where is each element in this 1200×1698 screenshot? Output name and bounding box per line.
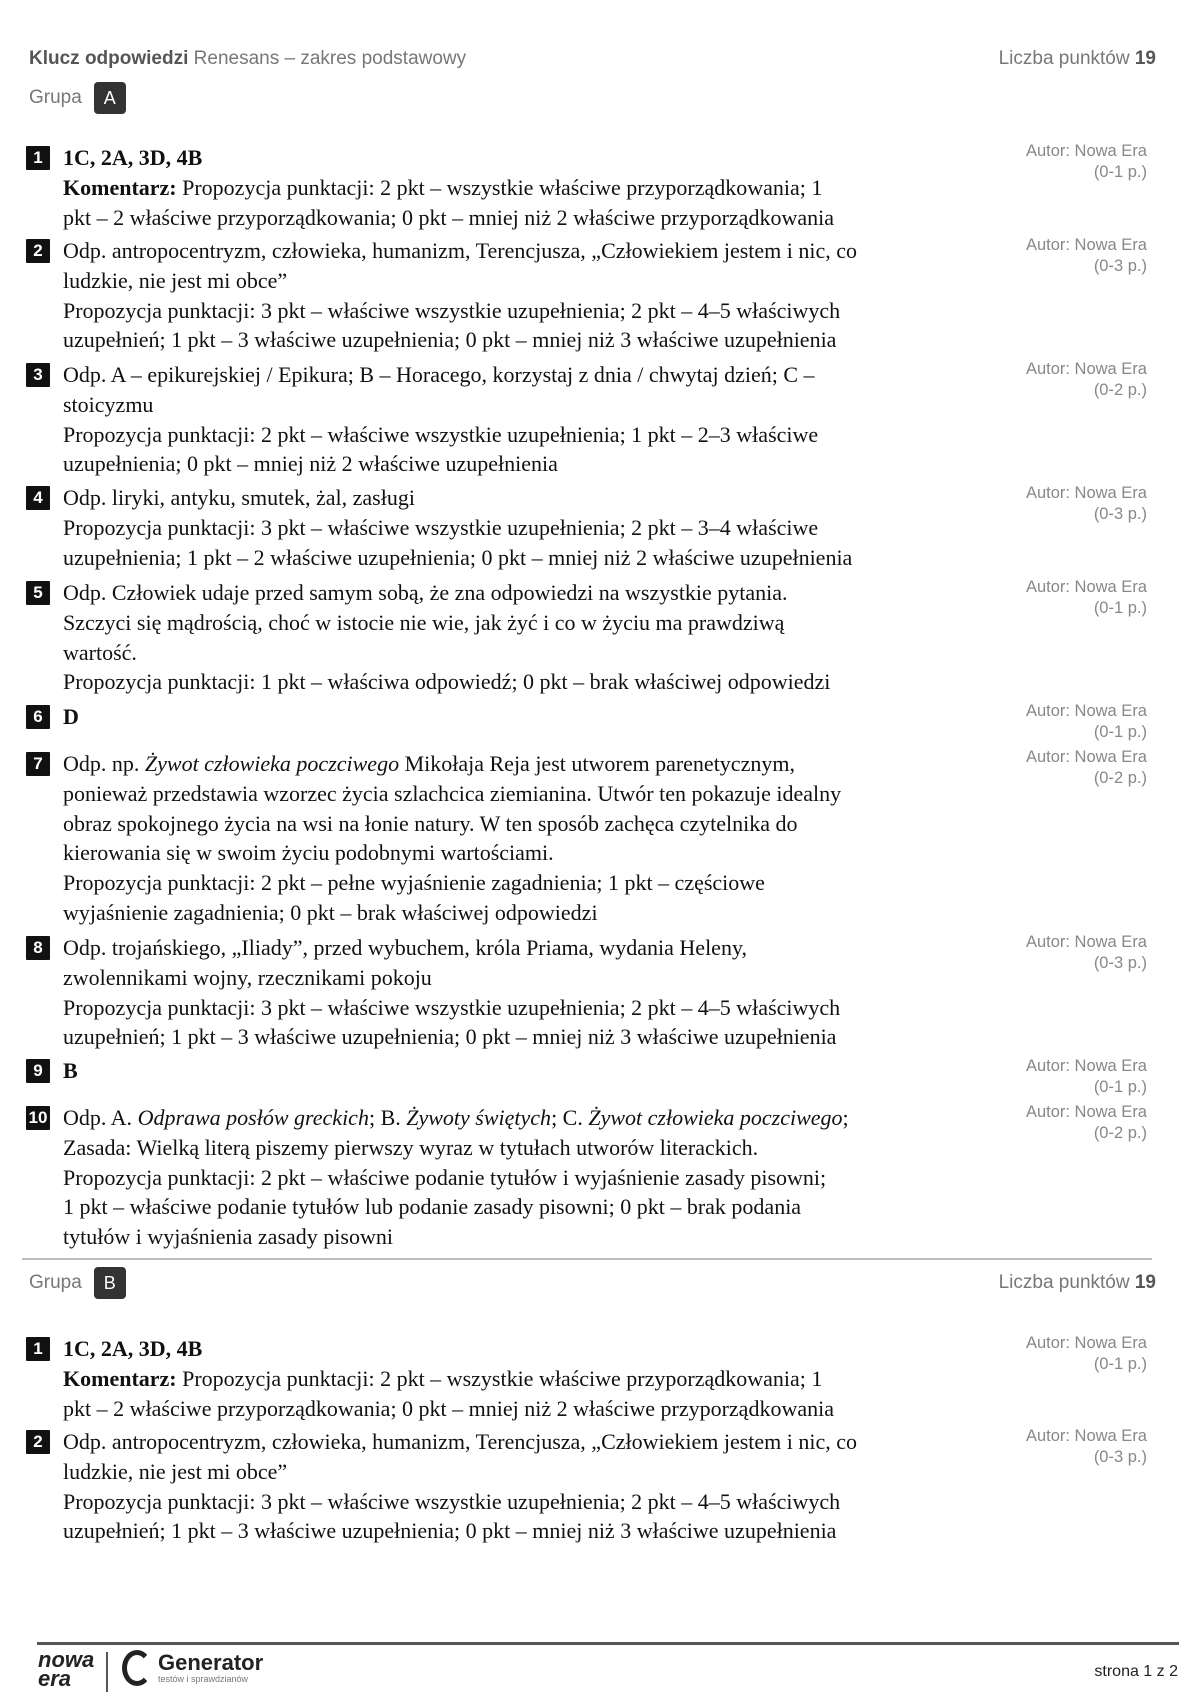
page-header <box>29 48 1156 70</box>
question-number: 5 <box>26 581 50 605</box>
logo-divider <box>106 1652 108 1692</box>
doc-title: Klucz odpowiedzi <box>29 48 189 69</box>
author-a4: Autor: Nowa Era (0-3 p.) <box>1025 484 1147 523</box>
author-b1: Autor: Nowa Era (0-1 p.) <box>1025 1334 1147 1373</box>
work-title: Żywot człowieka poczciwego <box>144 751 400 776</box>
question-a7: 7 Odp. np. Żywot człowieka poczciwego Mikołaja Reja jest utworem parenetycznym, ponieważ przedstawia wzorzec życia szlachcica ziemianina. Utwór ten pokazuje idealny obraz spokojnego życia na wsi na łonie natury. W ten sposób zachęca czytelnika do kierowania się w swoim życiu podobnymi wartościami. Propozycja punktacji: 2 pkt – pełne wyjaśnienie zagadnienia; 1 pkt – częściowe wyjaśnienie zagadnienia; 0 pkt – brak właściwej odpowiedzi <box>26 749 986 928</box>
group-b-label: Grupa B <box>29 1267 126 1299</box>
nowa-era-logo: nowa era <box>38 1647 95 1691</box>
author-a8: Autor: Nowa Era (0-3 p.) <box>1025 933 1147 972</box>
comment-line: Komentarz: Propozycja punktacji: 2 pkt – wszystkie właściwe przyporządkowania; 1 <box>63 1365 823 1391</box>
author-a5: Autor: Nowa Era (0-1 p.) <box>1025 578 1147 617</box>
doc-subtitle: Renesans – zakres podstawowy <box>188 48 467 69</box>
question-a6: 6 D <box>26 702 986 732</box>
group-separator <box>22 1258 1152 1260</box>
author-a3: Autor: Nowa Era (0-2 p.) <box>1025 360 1147 399</box>
comment-line: Komentarz: Propozycja punktacji: 2 pkt – wszystkie właściwe przyporządkowania; 1 <box>63 174 823 200</box>
question-b2: 2 Odp. antropocentryzm, człowieka, humanizm, Terencjusza, „Człowiekiem jestem i nic, co ludzkie, nie jest mi obce” Propozycja punktacji: 3 pkt – właściwe wszystkie uzupełnienia; 2 pkt – 4–5 właściwych uzupełnień; 1 pkt – 3 właściwe uzupełnienia; 0 pkt – mniej niż 3 właściwe uzupełnienia <box>26 1427 986 1546</box>
generator-logo: Generator testów i sprawdzianów <box>122 1650 263 1686</box>
generator-g-icon <box>122 1650 152 1686</box>
question-a9: 9 B <box>26 1056 986 1086</box>
points-total-b: Liczba punktów 19 <box>998 1272 1156 1293</box>
question-number: 9 <box>26 1059 50 1083</box>
author-a1: Autor: Nowa Era (0-1 p.) <box>1025 142 1147 181</box>
question-number: 1 <box>26 1337 50 1361</box>
author-a10: Autor: Nowa Era (0-2 p.) <box>1025 1103 1147 1142</box>
question-number: 2 <box>26 239 50 263</box>
question-number: 4 <box>26 486 50 510</box>
author-a9: Autor: Nowa Era (0-1 p.) <box>1025 1057 1147 1096</box>
question-number: 6 <box>26 705 50 729</box>
question-number: 2 <box>26 1430 50 1454</box>
question-a1: 1 1C, 2A, 3D, 4B Komentarz: Propozycja punktacji: 2 pkt – wszystkie właściwe przyporządkowania; 1 pkt – 2 właściwe przyporządkowania; 0 pkt – mniej niż 2 właściwe przyporządkowania <box>26 143 986 232</box>
points-total: Liczba punktów 19 <box>998 48 1156 69</box>
footer-rule <box>37 1642 1179 1645</box>
group-a-label: Grupa A <box>29 82 126 114</box>
group-badge: A <box>94 82 126 114</box>
question-number: 10 <box>26 1106 50 1130</box>
author-a2: Autor: Nowa Era (0-3 p.) <box>1025 236 1147 275</box>
author-a6: Autor: Nowa Era (0-1 p.) <box>1025 702 1147 741</box>
author-a7: Autor: Nowa Era (0-2 p.) <box>1025 748 1147 787</box>
question-number: 8 <box>26 936 50 960</box>
question-a5: 5 Odp. Człowiek udaje przed samym sobą, że zna odpowiedzi na wszystkie pytania. Szczyci się mądrością, choć w istocie nie wie, jak żyć i co w życiu ma prawdziwą wartość. Propozycja punktacji: 1 pkt – właściwa odpowiedź; 0 pkt – brak właściwej odpowiedzi <box>26 578 986 697</box>
question-a4: 4 Odp. liryki, antyku, smutek, żal, zasługi Propozycja punktacji: 3 pkt – właściwe wszystkie uzupełnienia; 2 pkt – 3–4 właściwe uzupełnienia; 1 pkt – 2 właściwe uzupełnienia; 0 pkt – mniej niż 2 właściwe uzupełnienia <box>26 483 986 572</box>
question-a8: 8 Odp. trojańskiego, „Iliady”, przed wybuchem, króla Priama, wydania Heleny, zwolennikami wojny, rzecznikami pokoju Propozycja punktacji: 3 pkt – właściwe wszystkie uzupełnienia; 2 pkt – 4–5 właściwych uzupełnień; 1 pkt – 3 właściwe uzupełnienia; 0 pkt – mniej niż 3 właściwe uzupełnienia <box>26 933 986 1052</box>
author-b2: Autor: Nowa Era (0-3 p.) <box>1025 1427 1147 1466</box>
question-number: 3 <box>26 363 50 387</box>
group-badge: B <box>94 1267 126 1299</box>
question-a3: 3 Odp. A – epikurejskiej / Epikura; B – Horacego, korzystaj z dnia / chwytaj dzień; C – stoicyzmu Propozycja punktacji: 2 pkt – właściwe wszystkie uzupełnienia; 1 pkt – 2–3 właściwe uzupełnienia; 0 pkt – mniej niż 2 właściwe uzupełnienia <box>26 360 986 479</box>
page-number: strona 1 z 2 <box>1094 1663 1178 1680</box>
question-number: 7 <box>26 752 50 776</box>
question-b1: 1 1C, 2A, 3D, 4B Komentarz: Propozycja punktacji: 2 pkt – wszystkie właściwe przyporządkowania; 1 pkt – 2 właściwe przyporządkowania; 0 pkt – mniej niż 2 właściwe przyporządkowania <box>26 1334 986 1423</box>
question-a10: 10 Odp. A. Odprawa posłów greckich; B. Żywoty świętych; C. Żywot człowieka poczciwego; Zasada: Wielką literą piszemy pierwszy wyraz w tytułach utworów literackich. Propozycja punktacji: 2 pkt – właściwe podanie tytułów i wyjaśnienie zasady pisowni; 1 pkt – właściwe podanie tytułów lub podanie zasady pisowni; 0 pkt – brak podania tytułów i wyjaśnienia zasady pisowni <box>26 1103 986 1252</box>
question-number: 1 <box>26 146 50 170</box>
question-a2: 2 Odp. antropocentryzm, człowieka, humanizm, Terencjusza, „Człowiekiem jestem i nic, co ludzkie, nie jest mi obce” Propozycja punktacji: 3 pkt – właściwe wszystkie uzupełnienia; 2 pkt – 4–5 właściwych uzupełnień; 1 pkt – 3 właściwe uzupełnienia; 0 pkt – mniej niż 3 właściwe uzupełnienia <box>26 236 986 355</box>
